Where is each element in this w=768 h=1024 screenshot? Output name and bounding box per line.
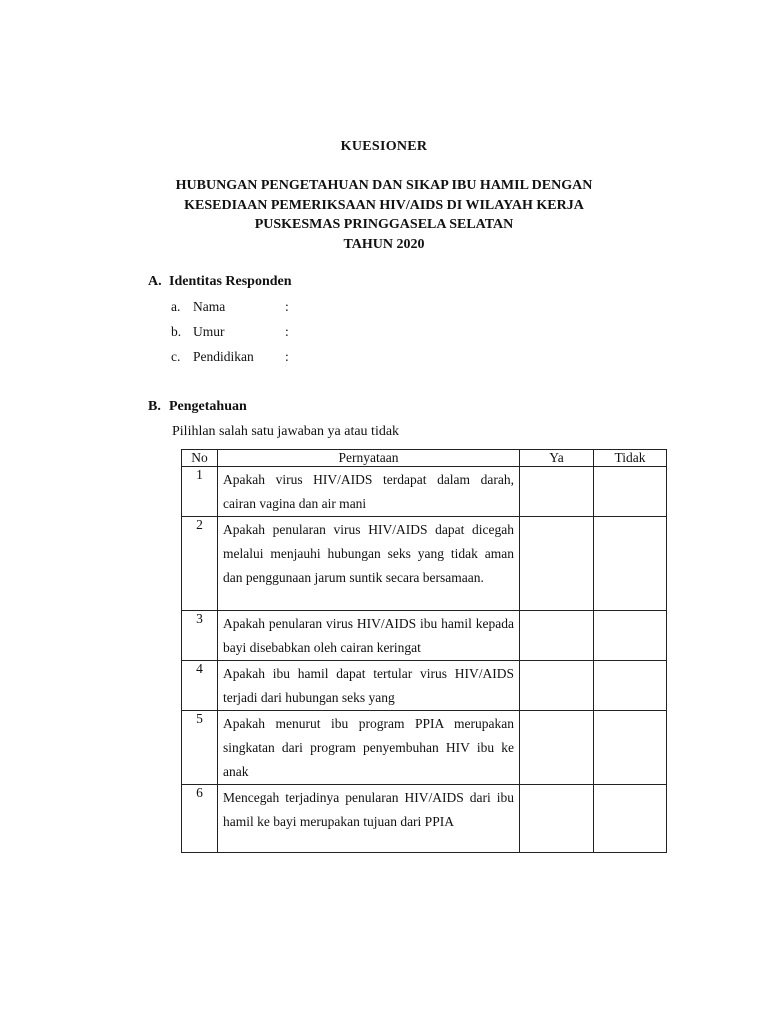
answer-tidak-cell[interactable] (594, 517, 667, 611)
subtitle-line: PUSKESMAS PRINGGASELA SELATAN (254, 217, 514, 232)
row-number: 1 (182, 467, 218, 517)
row-number: 6 (182, 785, 218, 853)
answer-tidak-cell[interactable] (594, 711, 667, 785)
section-letter: A. (148, 274, 162, 289)
field-colon: : (285, 299, 289, 314)
section-letter: B. (148, 399, 161, 414)
subtitle-line: KESEDIAAN PEMERIKSAAN HIV/AIDS DI WILAYAH KERJA (184, 197, 584, 213)
table-row (182, 711, 667, 785)
field-label: Pendidikan (193, 349, 254, 364)
answer-tidak-cell[interactable] (594, 611, 667, 661)
header-no: No (182, 450, 218, 467)
row-statement: Apakah menurut ibu program PPIA merupakan singkatan dari program penyembuhan HIV ibu ke anak (218, 711, 520, 785)
section-title: Identitas Responden (169, 274, 292, 289)
section-title: Pengetahuan (169, 399, 247, 414)
subtitle-line: TAHUN 2020 (343, 236, 425, 252)
row-number: 4 (182, 661, 218, 711)
field-label: Nama (193, 299, 226, 314)
row-statement: Apakah penularan virus HIV/AIDS ibu hamil kepada bayi disebabkan oleh cairan keringat (218, 611, 520, 661)
answer-tidak-cell[interactable] (594, 467, 667, 517)
table-row (182, 517, 667, 611)
table-row (182, 467, 667, 517)
instruction-text: Pilihlan salah satu jawaban ya atau tidak (172, 424, 400, 439)
nama-input[interactable] (295, 299, 495, 315)
field-letter: a. (171, 299, 181, 314)
row-number: 3 (182, 611, 218, 661)
row-statement: Apakah ibu hamil dapat tertular virus HIV/AIDS terjadi dari hubungan seks yang (218, 661, 520, 711)
table-row (182, 661, 667, 711)
row-number: 5 (182, 711, 218, 785)
answer-ya-cell[interactable] (520, 785, 594, 853)
answer-tidak-cell[interactable] (594, 785, 667, 853)
field-letter: c. (171, 349, 181, 364)
answer-ya-cell[interactable] (520, 661, 594, 711)
document-subtitle (0, 176, 768, 254)
row-statement: Apakah penularan virus HIV/AIDS dapat dicegah melalui menjauhi hubungan seks yang tidak aman dan penggunaan jarum suntik secara bersamaan. (218, 517, 520, 611)
section-a-heading (148, 274, 292, 290)
questionnaire-table (181, 449, 667, 853)
answer-ya-cell[interactable] (520, 517, 594, 611)
row-number: 2 (182, 517, 218, 611)
answer-tidak-cell[interactable] (594, 661, 667, 711)
subtitle-line: HUBUNGAN PENGETAHUAN DAN SIKAP IBU HAMIL DENGAN (175, 178, 593, 193)
row-statement: Mencegah terjadinya penularan HIV/AIDS dari ibu hamil ke bayi merupakan tujuan dari PPIA (218, 785, 520, 853)
field-colon: : (285, 349, 289, 364)
table-header-row (182, 450, 667, 467)
table-row (182, 611, 667, 661)
section-b-heading (148, 399, 247, 415)
pendidikan-input[interactable] (295, 349, 495, 365)
header-tidak: Tidak (594, 450, 667, 467)
row-statement: Apakah virus HIV/AIDS terdapat dalam darah, cairan vagina dan air mani (218, 467, 520, 517)
answer-ya-cell[interactable] (520, 711, 594, 785)
header-ya: Ya (520, 450, 594, 467)
header-pernyataan: Pernyataan (218, 450, 520, 467)
field-colon: : (285, 324, 289, 339)
field-letter: b. (171, 324, 182, 339)
answer-ya-cell[interactable] (520, 467, 594, 517)
document-title: KUESIONER (340, 139, 428, 154)
field-label: Umur (193, 324, 225, 339)
answer-ya-cell[interactable] (520, 611, 594, 661)
table-row (182, 785, 667, 853)
umur-input[interactable] (295, 324, 495, 340)
